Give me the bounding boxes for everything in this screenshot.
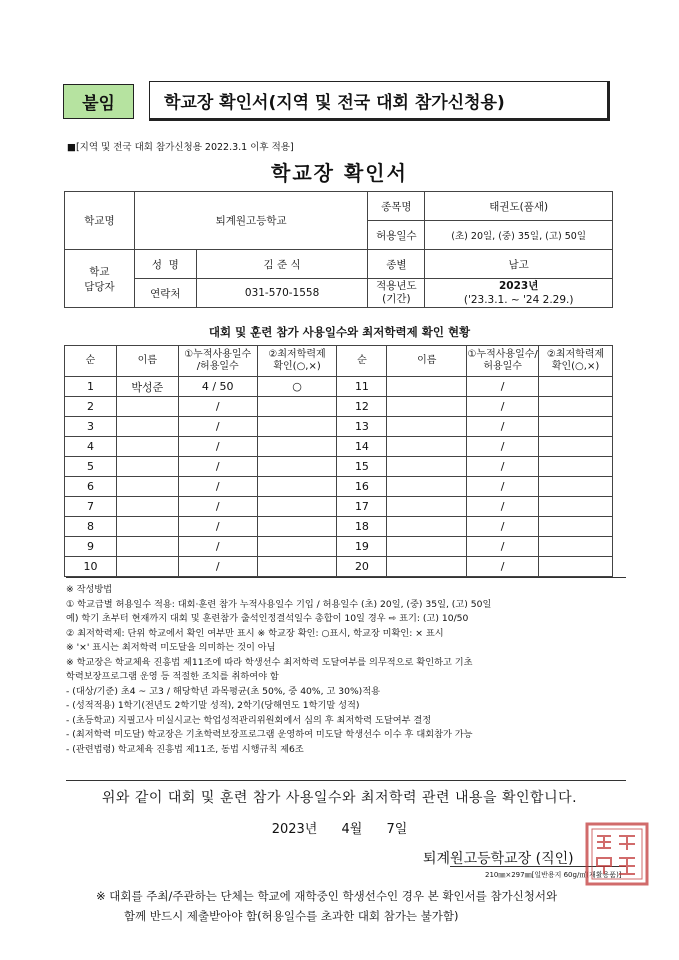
row-used-days: / — [178, 557, 257, 577]
row-used-days-right: / — [467, 377, 539, 397]
col-used-line1: ①누적사용일수 — [184, 349, 252, 360]
col-no: 순 — [65, 346, 117, 377]
page-title: 학교장 확인서 — [271, 161, 408, 185]
table-row — [65, 417, 613, 437]
row-name — [116, 417, 178, 437]
col-min-right-line1: ②최저학력제 — [546, 349, 605, 360]
footer-line2: 함께 반드시 제출받아야 함(허용일수를 초과한 대회 참가는 불가함) — [124, 909, 459, 923]
row-min-check — [257, 497, 337, 517]
row-min-check: ○ — [257, 377, 337, 397]
col-name: 이름 — [116, 346, 178, 377]
contact-value: 031-570-1558 — [196, 279, 368, 308]
row-used-days: / — [178, 457, 257, 477]
row-min-check — [257, 397, 337, 417]
year-value — [425, 279, 613, 308]
manager-label-line1: 학교 — [89, 265, 110, 278]
gender-label: 종별 — [368, 250, 425, 279]
table-row — [65, 457, 613, 477]
row-name-right — [387, 437, 467, 457]
applicability-note: ■[지역 및 전국 대회 참가신청용 2022.3.1 이후 적용] — [67, 142, 294, 153]
row-min-check-right — [539, 417, 613, 437]
row-name-right — [387, 497, 467, 517]
row-used-days-right: / — [467, 477, 539, 497]
period-value: ('23.3.1. ~ '24 2.29.) — [463, 294, 574, 306]
row-name-right — [387, 397, 467, 417]
year-value-main: 2023년 — [498, 280, 539, 292]
year-label-line1: 적용년도 — [376, 280, 417, 292]
divider-bottom — [66, 780, 626, 781]
row-name — [116, 557, 178, 577]
row-no: 5 — [65, 457, 117, 477]
name-label: 성 명 — [134, 250, 196, 279]
instruction-line: ※ 학교장은 학교체육 진흥법 제11조에 따라 학생선수 최저학력 도달여부를 의무적으로 확인하고 기초 — [66, 656, 473, 668]
instruction-line: ② 최저학력제: 단위 학교에서 확인 여부만 표시 ※ 학교장 확인: ○표시, 학교장 미확인: × 표시 — [66, 627, 444, 639]
row-no: 8 — [65, 517, 117, 537]
row-name-right — [387, 537, 467, 557]
official-seal-icon — [585, 822, 649, 886]
row-no: 2 — [65, 397, 117, 417]
confirmation-statement: 위와 같이 대회 및 훈련 참가 사용일수와 최저학력 관련 내용을 확인합니다. — [101, 790, 578, 806]
school-name: 퇴계원고등학교 — [134, 192, 368, 250]
table-row — [65, 497, 613, 517]
row-name-right — [387, 477, 467, 497]
row-name — [116, 537, 178, 557]
row-min-check — [257, 557, 337, 577]
table-row — [65, 377, 613, 397]
row-used-days-right: / — [467, 537, 539, 557]
row-used-days: / — [178, 497, 257, 517]
row-min-check — [257, 457, 337, 477]
col-used-right-line1: ①누적사용일수/ — [467, 349, 538, 360]
gender-value: 남고 — [425, 250, 613, 279]
row-no: 9 — [65, 537, 117, 557]
row-name-right — [387, 377, 467, 397]
instructions — [66, 583, 626, 757]
instruction-line: - (대상/기준) 초4 ~ 고3 / 해당학년 과목평균(초 50%, 중 40%, 고 30%)적용 — [66, 685, 381, 697]
instruction-line: - (최저학력 미도달) 학교장은 기초학력보장프로그램 운영하여 미도달 학생선수 이수 후 대회참가 가능 — [66, 729, 473, 740]
row-no-right: 17 — [337, 497, 387, 517]
footer-line1: ※ 대회를 주최/주관하는 단체는 학교에 재학중인 학생선수인 경우 본 확인서를 참가신청서와 — [96, 889, 558, 903]
row-min-check-right — [539, 477, 613, 497]
row-no: 6 — [65, 477, 117, 497]
name-value: 김 준 식 — [196, 250, 368, 279]
event-label: 종목명 — [368, 192, 425, 221]
year-label — [368, 279, 425, 308]
row-min-check-right — [539, 397, 613, 417]
row-min-check-right — [539, 517, 613, 537]
row-no-right: 12 — [337, 397, 387, 417]
row-min-check-right — [539, 537, 613, 557]
instruction-line: 학력보장프로그램 운영 등 적절한 조치를 취하여야 함 — [66, 671, 279, 682]
col-min-line1: ②최저학력제 — [268, 349, 326, 360]
row-name — [116, 457, 178, 477]
row-min-check — [257, 477, 337, 497]
row-used-days-right: / — [467, 497, 539, 517]
row-min-check-right — [539, 457, 613, 477]
col-min — [257, 346, 337, 377]
row-min-check-right — [539, 437, 613, 457]
row-no-right: 16 — [337, 477, 387, 497]
instruction-line: 예) 학기 초부터 현재까지 대회 및 훈련참가 출석인정결석일수 총합이 10일 경우 ⇨ 표기: (고) 10/50 — [66, 613, 469, 624]
allowed-days-label: 허용일수 — [368, 221, 425, 250]
col-name-right: 이름 — [387, 346, 467, 377]
date-day: 7일 — [386, 822, 408, 837]
instruction-line: ※ '×' 표시는 최저학력 미도달을 의미하는 것이 아님 — [66, 642, 276, 653]
row-no-right: 19 — [337, 537, 387, 557]
row-no: 7 — [65, 497, 117, 517]
row-used-days: / — [178, 417, 257, 437]
row-used-days-right: / — [467, 397, 539, 417]
row-name-right — [387, 417, 467, 437]
row-name — [116, 497, 178, 517]
instruction-line: - (관련법령) 학교체육 진흥법 제11조, 동법 시행규칙 제6조 — [66, 743, 304, 755]
row-used-days-right: / — [467, 417, 539, 437]
row-min-check-right — [539, 497, 613, 517]
manager-label-line2: 담당자 — [84, 280, 115, 293]
row-min-check-right — [539, 377, 613, 397]
row-name: 박성준 — [116, 377, 178, 397]
table-row — [65, 397, 613, 417]
col-used-line2: /허용일수 — [196, 361, 239, 372]
row-used-days: / — [178, 437, 257, 457]
row-used-days-right: / — [467, 517, 539, 537]
instruction-line: ※ 작성방법 — [66, 584, 113, 595]
paper-spec: 210㎜×297㎜[일반용지 60g/㎡(재활용품)] — [485, 871, 622, 879]
year-label-line2: (기간) — [382, 293, 411, 305]
row-min-check — [257, 417, 337, 437]
table-row — [65, 537, 613, 557]
row-used-days-right: / — [467, 457, 539, 477]
row-used-days: / — [178, 477, 257, 497]
row-name — [116, 477, 178, 497]
manager-label — [65, 250, 135, 308]
event-value: 태권도(품새) — [425, 192, 613, 221]
row-name — [116, 437, 178, 457]
table-row — [65, 437, 613, 457]
row-no-right: 13 — [337, 417, 387, 437]
issue-date — [0, 818, 679, 837]
instruction-line: - (성적적용) 1학기(전년도 2학기말 성적), 2학기(당해연도 1학기말 성적) — [66, 700, 360, 711]
row-used-days-right: / — [467, 557, 539, 577]
row-min-check — [257, 517, 337, 537]
contact-label: 연락처 — [134, 279, 196, 308]
row-no: 10 — [65, 557, 117, 577]
row-used-days: / — [178, 517, 257, 537]
date-year: 2023년 — [271, 822, 318, 837]
row-used-days: / — [178, 537, 257, 557]
footer-note — [96, 886, 557, 926]
row-used-days-right: / — [467, 437, 539, 457]
row-name-right — [387, 557, 467, 577]
col-min-right — [539, 346, 613, 377]
allowed-days-value: (초) 20일, (중) 35일, (고) 50일 — [425, 221, 613, 250]
row-name — [116, 397, 178, 417]
table-row — [65, 517, 613, 537]
row-name-right — [387, 457, 467, 477]
table-body — [65, 377, 613, 577]
row-name — [116, 517, 178, 537]
table-row — [65, 477, 613, 497]
row-no-right: 14 — [337, 437, 387, 457]
col-min-line2: 확인(○,×) — [273, 361, 321, 372]
date-month: 4월 — [341, 822, 363, 837]
row-used-days: 4 / 50 — [178, 377, 257, 397]
row-no: 3 — [65, 417, 117, 437]
col-min-right-line2: 확인(○,×) — [551, 361, 600, 372]
row-no: 1 — [65, 377, 117, 397]
row-no-right: 11 — [337, 377, 387, 397]
col-used — [178, 346, 257, 377]
instruction-line: ① 학교급별 허용일수 적용: 대회·훈련 참가 누적사용일수 기입 / 허용일수 (초) 20일, (중) 35일, (고) 50일 — [66, 598, 492, 610]
row-min-check — [257, 537, 337, 557]
attachment-tag: 붙임 — [63, 84, 134, 119]
signer: 퇴계원고등학교장 (직인) — [423, 851, 574, 867]
row-name-right — [387, 517, 467, 537]
school-label: 학교명 — [65, 192, 135, 250]
col-used-right-line2: 허용일수 — [483, 361, 522, 372]
table-row — [65, 557, 613, 577]
document-heading: 학교장 확인서(지역 및 전국 대회 참가신청용) — [149, 81, 610, 121]
info-table — [64, 191, 613, 308]
row-no-right: 15 — [337, 457, 387, 477]
row-no: 4 — [65, 437, 117, 457]
instruction-line: - (초등학교) 지필고사 미실시교는 학업성적관리위원회에서 심의 후 최저학력 도달여부 결정 — [66, 714, 432, 726]
row-no-right: 20 — [337, 557, 387, 577]
divider-top — [66, 577, 626, 578]
participation-table — [64, 345, 613, 577]
col-no-right: 순 — [337, 346, 387, 377]
row-used-days: / — [178, 397, 257, 417]
section-title: 대회 및 훈련 참가 사용일수와 최저학력제 확인 현황 — [208, 325, 471, 339]
col-used-right — [467, 346, 539, 377]
row-min-check-right — [539, 557, 613, 577]
row-no-right: 18 — [337, 517, 387, 537]
row-min-check — [257, 437, 337, 457]
